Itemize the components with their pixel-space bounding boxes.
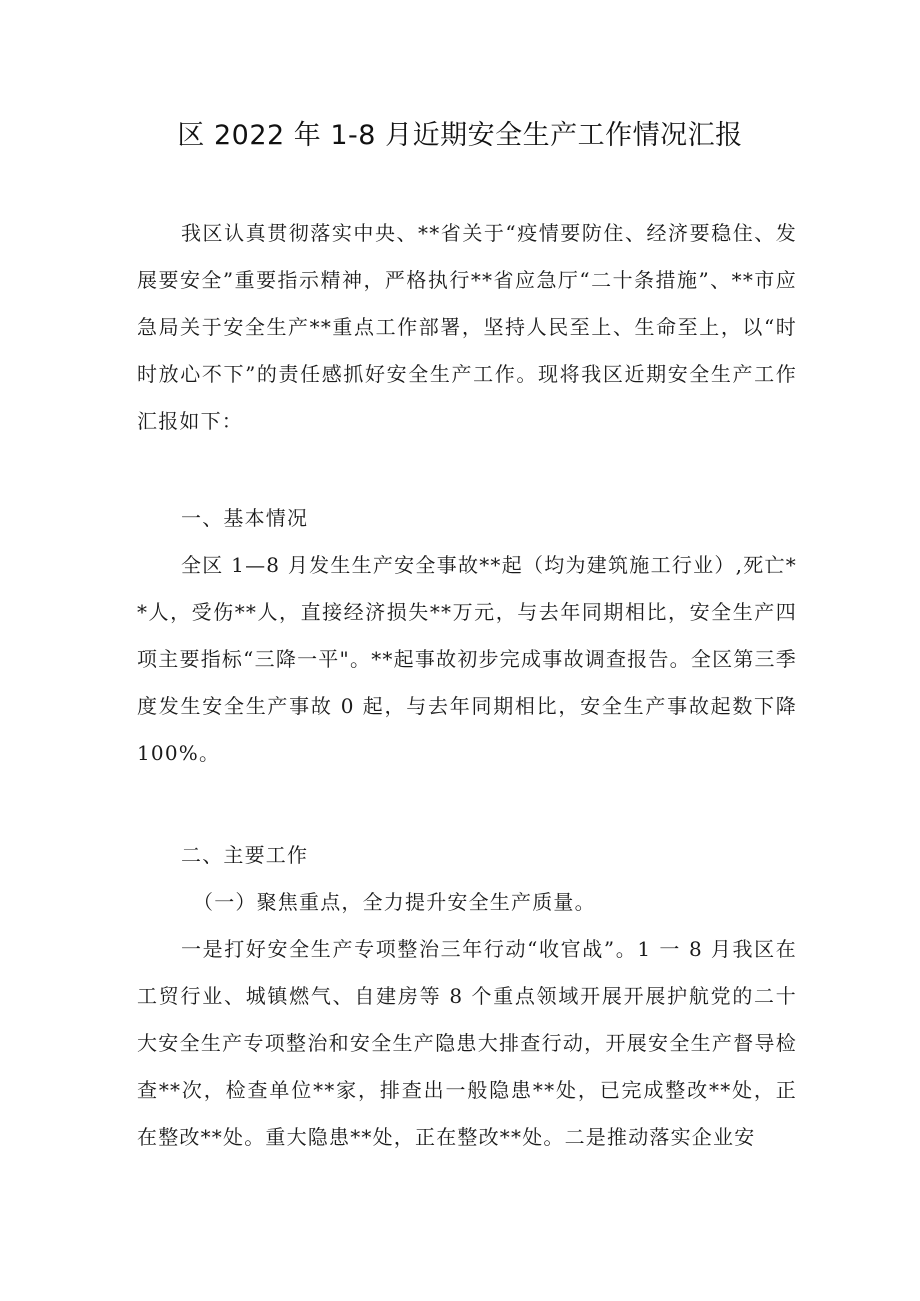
section-body-basic: 全区 1—8 月发生生产安全事故**起（均为建筑施工行业）,死亡**人，受伤**人，直接经济损失**万元，与去年同期相比，安全生产四项主要指标“三降一平"。**起事故初步完成事故调查报告。全区第三季度发生安全生产事故 0 起，与去年同期相比，安全生产事故起数下降 100%。 xyxy=(137,553,797,765)
subsection-heading-focus: （一）聚焦重点，全力提升安全生产质量。 xyxy=(193,890,596,914)
section-heading-basic: 一、基本情况 xyxy=(181,506,309,530)
section-heading-main-work: 二、主要工作 xyxy=(181,843,309,867)
intro-paragraph: 我区认真贯彻落实中央、**省关于“疫情要防住、经济要稳住、发展要安全”重要指示精神，严格执行**省应急厅“二十条措施”、**市应急局关于安全生产**重点工作部署，坚持人民至上、生命至上，以“时时放心不下”的责任感抓好安全生产工作。现将我区近期安全生产工作汇报如下： xyxy=(137,221,797,433)
document-title: 区 2022 年 1-8 月近期安全生产工作情况汇报 xyxy=(177,120,743,151)
subsection-body-focus: 一是打好安全生产专项整治三年行动“收官战”。1 一 8 月我区在工贸行业、城镇燃气、自建房等 8 个重点领域开展开展护航党的二十大安全生产专项整治和安全生产隐患大排查行动，开展安全生产督导检查**次，检查单位**家，排查出一般隐患**处，已完成整改**处，正在整改**处。重大隐患**处，正在整改**处。二是推动落实企业安 xyxy=(137,937,797,1149)
